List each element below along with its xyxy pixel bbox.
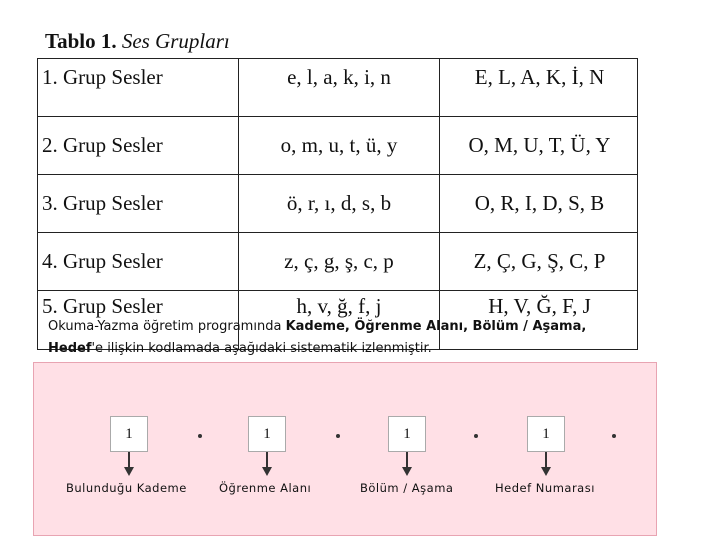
code-digit: 1 <box>125 425 133 442</box>
lowercase-cell: h, v, ğ, f, j <box>238 291 439 349</box>
group-name-cell: 5. Grup Sesler <box>42 294 163 318</box>
caption-title: Ses Grupları <box>121 29 230 53</box>
code-digit: 1 <box>542 425 550 442</box>
code-digit-box <box>388 416 426 452</box>
separator-dot <box>474 434 478 438</box>
arrow-down-icon <box>402 467 412 476</box>
description-bold-terms: Kademe, Öğrenme Alanı, Bölüm / Aşama, <box>285 319 587 334</box>
table-row <box>38 233 637 291</box>
table-row <box>38 175 637 233</box>
step-label: Öğrenme Alanı <box>219 481 312 495</box>
step-label: Hedef Numarası <box>495 481 595 495</box>
description-text-end: 'e ilişkin kodlamada aşağıdaki sistematik izlenmiştir. <box>91 341 432 356</box>
uppercase-cell: O, R, I, D, S, B <box>439 175 638 232</box>
table-caption <box>45 29 230 54</box>
table-row <box>38 59 637 117</box>
table-row <box>38 117 637 175</box>
code-digit-box <box>110 416 148 452</box>
arrow-down-icon <box>262 467 272 476</box>
arrow-line <box>128 452 130 468</box>
caption-number: Tablo 1. <box>45 29 117 53</box>
group-name-cell: 2. Grup Sesler <box>42 133 163 157</box>
lowercase-cell: o, m, u, t, ü, y <box>238 117 439 174</box>
arrow-down-icon <box>124 467 134 476</box>
lowercase-cell: e, l, a, k, i, n <box>238 59 439 116</box>
arrow-line <box>406 452 408 468</box>
group-name-cell: 3. Grup Sesler <box>42 191 163 215</box>
arrow-line <box>545 452 547 468</box>
code-digit-box <box>248 416 286 452</box>
lowercase-cell: ö, r, ı, d, s, b <box>238 175 439 232</box>
step-label: Bölüm / Aşama <box>360 481 454 495</box>
separator-dot <box>198 434 202 438</box>
description-bold-target: Hedef <box>48 341 92 356</box>
sound-groups-table <box>37 58 638 350</box>
uppercase-cell: E, L, A, K, İ, N <box>439 59 638 116</box>
code-digit: 1 <box>403 425 411 442</box>
uppercase-cell: Z, Ç, G, Ş, C, P <box>439 233 638 290</box>
uppercase-cell: H, V, Ğ, F, J <box>439 291 638 349</box>
separator-dot <box>336 434 340 438</box>
group-name-cell: 4. Grup Sesler <box>42 249 163 273</box>
code-digit-box <box>527 416 565 452</box>
step-label: Bulunduğu Kademe <box>66 481 187 495</box>
arrow-down-icon <box>541 467 551 476</box>
description-text: Okuma-Yazma öğretim programında <box>48 319 282 334</box>
code-digit: 1 <box>263 425 271 442</box>
group-name-cell: 1. Grup Sesler <box>42 65 163 89</box>
lowercase-cell: z, ç, g, ş, c, p <box>238 233 439 290</box>
coding-description <box>48 316 648 360</box>
uppercase-cell: O, M, U, T, Ü, Y <box>439 117 638 174</box>
separator-dot <box>612 434 616 438</box>
arrow-line <box>266 452 268 468</box>
